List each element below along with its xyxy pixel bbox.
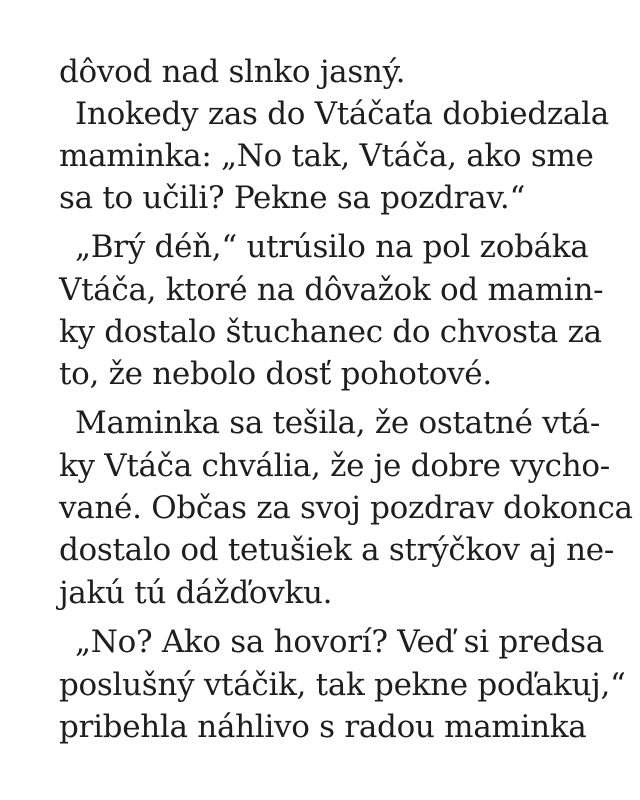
text-line: jakú tú dážďovku. [59, 575, 333, 611]
text-line: Inokedy zas do Vtáčaťa dobiedzala [75, 96, 609, 132]
text-line: „Brý déň,“ utrúsilo na pol zobáka [75, 229, 589, 265]
text-line: ky dostalo štuchanec do chvosta za [59, 314, 602, 350]
text-line: dostalo od tetušiek a strýčkov aj ne- [59, 532, 615, 568]
text-line: sa to učili? Pekne sa pozdrav.“ [59, 180, 525, 216]
text-line: ky Vtáča chvália, že je dobre vycho- [59, 448, 610, 484]
text-line: poslušný vtáčik, tak pekne poďakuj,“ [59, 667, 626, 703]
text-line: „No? Ako sa hovorí? Veď si predsa [75, 624, 604, 660]
text-line: to, že nebolo dosť pohotové. [59, 356, 492, 392]
text-line: pribehla náhlivo s radou maminka [59, 709, 587, 745]
text-line: Maminka sa tešila, že ostatné vtá- [75, 405, 600, 441]
text-line: maminka: „No tak, Vtáča, ako sme [59, 138, 594, 174]
text-line: Vtáča, ktoré na dôvažok od mamin- [59, 272, 604, 308]
text-line: dôvod nad slnko jasný. [59, 54, 406, 90]
text-line: vané. Občas za svoj pozdrav dokonca [59, 490, 633, 526]
